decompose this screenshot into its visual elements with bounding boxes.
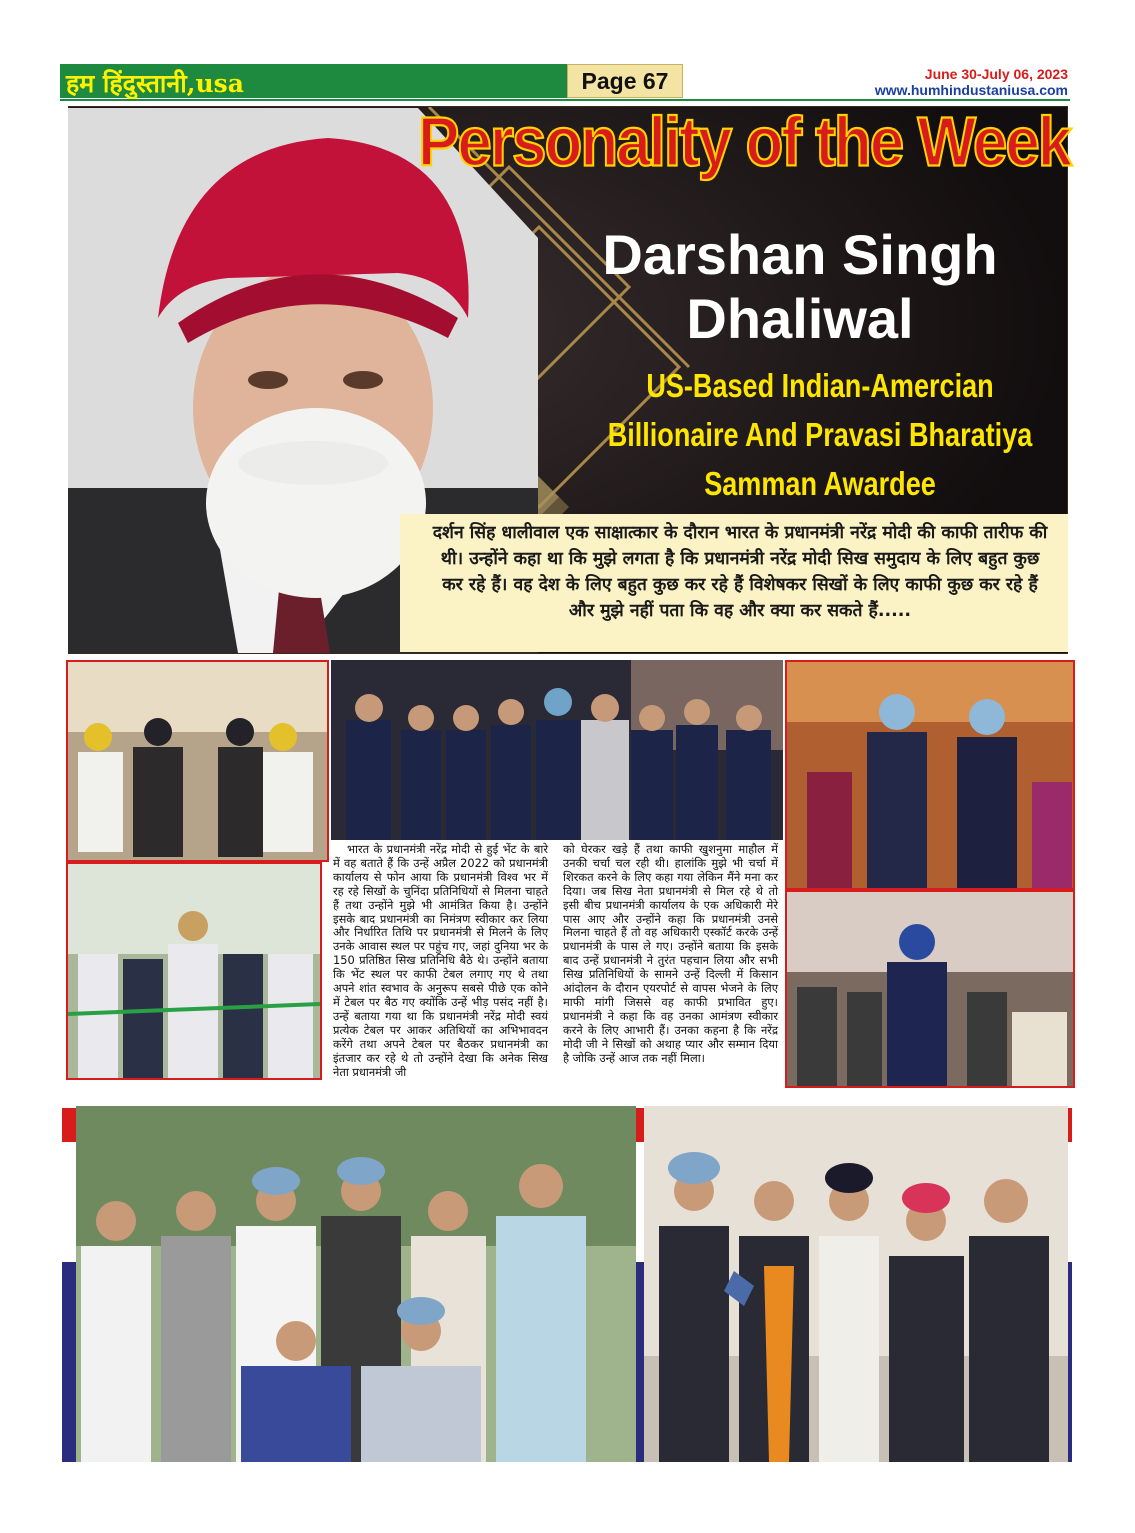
article-column-2: को घेरकर खड़े हैं तथा काफी खुशनुमा माहौल में उनकी चर्चा चल रही थी। हालांकि मुझे भी चर्चा में शिरकत करने के लिए कहा गया लेकिन मैंने मना कर दिया। जब सिख नेता प्रधानमंत्री से मिल रहे थे तो इसी बीच प्रधानमंत्री कार्यालय के एक अधिकारी मेरे पास आए और उन्होंने कहा कि प्रधानमंत्री उनसे मिलना चाहते हैं तो वह अधिकारी एस्कॉर्ट करके उन्हें प्रधानमंत्री के पास ले गए। उन्होंने बताया कि इसके बाद उन्हें प्रधानमंत्री ने तुरंत पहचान लिया और सभी सिख प्रतिनिधियों के सामने उन्हें दिल्ली में किसान आंदोलन के दौरान एयरपोर्ट से वापस भेजने के लिए माफी मांगी जिससे वह काफी प्रभावित हुए। प्रधानमंत्री ने कहा कि वह उनका आमंत्रण स्वीकार करने के लिए आभारी हैं। उनका कहना है कि नरेंद्र मोदी जी ने सिखों को अथाह प्यार और सम्मान दिया है जोकि उन्हें आज तक नहीं मिला। bbox=[563, 842, 778, 1065]
person-name-line2: Dhaliwal bbox=[686, 287, 914, 350]
subtitle-line1: US-Based Indian-Amercian bbox=[646, 367, 994, 404]
photo-family bbox=[76, 1106, 636, 1462]
subtitle-line2: Billionaire And Pravasi Bharatiya bbox=[607, 416, 1033, 453]
header-rule bbox=[60, 99, 1070, 101]
photo-greeting bbox=[785, 890, 1075, 1088]
photo-award-presentation bbox=[644, 1106, 1068, 1462]
subtitle-line3: Samman Awardee bbox=[704, 465, 936, 502]
photo-award-ceremony bbox=[66, 660, 329, 862]
page-number: Page 67 bbox=[581, 68, 669, 94]
person-name-line1: Darshan Singh bbox=[602, 223, 998, 286]
personality-of-the-week-title: Personality of the Week bbox=[418, 103, 1071, 182]
quote-text: दर्शन सिंह धालीवाल एक साक्षात्कार के दौरान भारत के प्रधानमंत्री नरेंद्र मोदी की काफी तारीफ की थी। उन्होंने कहा था कि मुझे लगता है कि प्रधानमंत्री नरेंद्र मोदी सिख समुदाय के लिए बहुत कुछ कर रहे हैं। वह देश के लिए बहुत कुछ कर रहे हैं विशेषकर सिखों के लिए काफी कुछ कर रहे हैं और मुझे नहीं पता कि वह और क्या कर सकते हैं..... bbox=[432, 523, 1048, 621]
photo-reception bbox=[785, 660, 1075, 890]
photo-ribbon-cutting bbox=[66, 862, 322, 1080]
masthead-title: हम हिंदुस्तानी,usa bbox=[66, 69, 244, 98]
photo-group-event bbox=[331, 660, 783, 840]
website-link[interactable]: www.humhindustaniusa.com bbox=[874, 82, 1068, 98]
issue-date: June 30-July 06, 2023 bbox=[924, 66, 1068, 82]
article-column-1: भारत के प्रधानमंत्री नरेंद्र मोदी से हुई भेंट के बारे में वह बताते हैं कि उन्हें अप्रैल 2022 को प्रधानमंत्री कार्यालय से फोन आया कि प्रधानमंत्री विश्व भर में रह रहे सिखों के चुनिंदा प्रतिनिधियों से मिलना चाहते हैं तथा उन्होंने मुझे भी आमंत्रित किया है। उन्होंने इसके बाद प्रधानमंत्री का निमंत्रण स्वीकार कर लिया और निर्धारित तिथि पर प्रधानमंत्री से मिलने के लिए उनके आवास स्थल पर पहुंच गए, जहां दुनिया भर के 150 प्रतिष्ठित सिख प्रतिनिधि बैठे थे। उन्होंने बताया कि भेंट स्थल पर काफी टेबल लगाए गए थे तथा अपने शांत स्वभाव के अनुरूप सबसे पीछे एक कोने में टेबल पर बैठ गए क्योंकि उन्हें भीड़ पसंद नहीं है। उन्हें बताया गया था कि प्रधानमंत्री नरेंद्र मोदी स्वयं प्रत्येक टेबल पर आकर अतिथियों का अभिभावदन करेंगे तथा अपने टेबल पर बैठकर प्रधानमंत्री का इंतजार कर रहे थे तो उन्होंने देखा कि अनेक सिख नेता प्रधानमंत्री जी bbox=[333, 842, 548, 1079]
